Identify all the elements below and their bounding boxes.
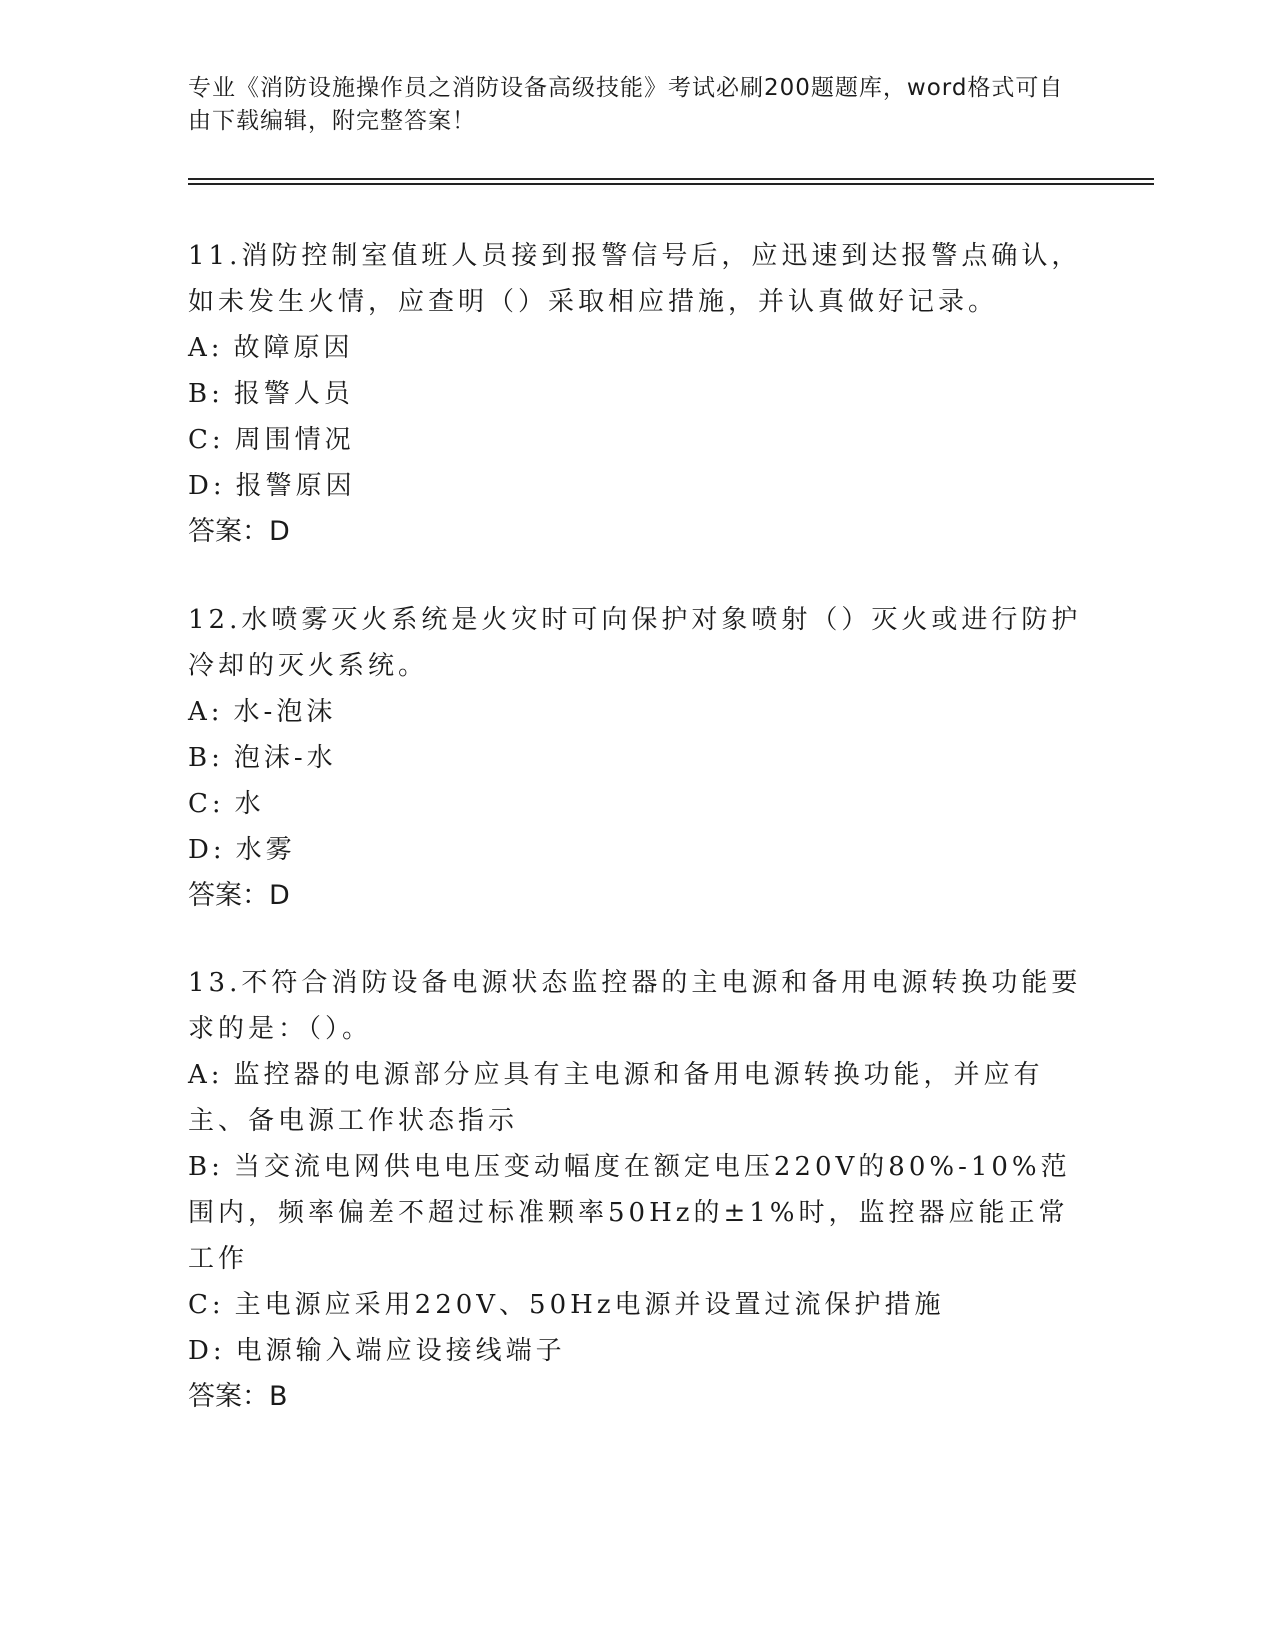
answer-label: 答案：D [188,516,290,547]
option-text: 主电源应采用220V、50Hz电源并设置过流保护措施 [234,1290,945,1320]
option-c [188,1282,1088,1328]
option-text: 监控器的电源部分应具有主电源和备用电源转换功能，并应有主、备电源工作状态指示 [188,1060,1044,1136]
header-divider-bottom [188,183,1154,185]
option-a [188,325,1088,371]
question-stem: 11.消防控制室值班人员接到报警信号后，应迅速到达报警点确认，如未发生火情，应查明（）采取相应措施，并认真做好记录。 [188,241,1082,317]
option-text: 水 [234,789,265,819]
document-header: 专业《消防设施操作员之消防设备高级技能》考试必刷200题题库，word格式可自由下载编辑，附完整答案！ [188,75,1064,134]
option-c [188,781,1088,827]
option-letter: D: [188,835,226,865]
option-text: 水雾 [235,835,296,865]
answer-label: 答案：B [188,1381,288,1412]
option-letter: B: [188,743,224,773]
option-text: 当交流电网供电电压变动幅度在额定电压220V的80%-10%范围内，频率偏差不超过标准颗率50Hz的±1%时，监控器应能正常工作 [188,1152,1071,1274]
option-b [188,371,1088,417]
question-12 [188,597,1088,919]
option-a [188,1052,1088,1144]
option-d [188,827,1088,873]
header-divider-top [188,178,1154,180]
option-text: 故障原因 [233,333,354,363]
option-text: 报警原因 [235,471,356,501]
option-letter: A: [188,697,224,727]
option-letter: C: [188,789,225,819]
question-13 [188,960,1088,1420]
option-letter: A: [188,1060,224,1090]
option-text: 周围情况 [234,425,355,455]
question-stem: 12.水喷雾灭火系统是火灾时可向保护对象喷射（）灭火或进行防护冷却的灭火系统。 [188,605,1082,681]
option-letter: D: [188,471,226,501]
option-text: 报警人员 [233,379,354,409]
option-b [188,1144,1088,1282]
question-stem: 13.不符合消防设备电源状态监控器的主电源和备用电源转换功能要求的是：（）。 [188,968,1082,1044]
option-letter: B: [188,1152,224,1182]
answer-label: 答案：D [188,880,290,911]
option-text: 泡沫-水 [233,743,337,773]
option-letter: A: [188,333,224,363]
question-11 [188,233,1088,555]
option-letter: D: [188,1336,226,1366]
option-letter: C: [188,425,225,455]
option-text: 水-泡沫 [233,697,337,727]
option-c [188,417,1088,463]
option-d [188,463,1088,509]
option-d [188,1328,1088,1374]
option-letter: B: [188,379,224,409]
option-letter: C: [188,1290,225,1320]
option-b [188,735,1088,781]
option-a [188,689,1088,735]
option-text: 电源输入端应设接线端子 [235,1336,566,1366]
